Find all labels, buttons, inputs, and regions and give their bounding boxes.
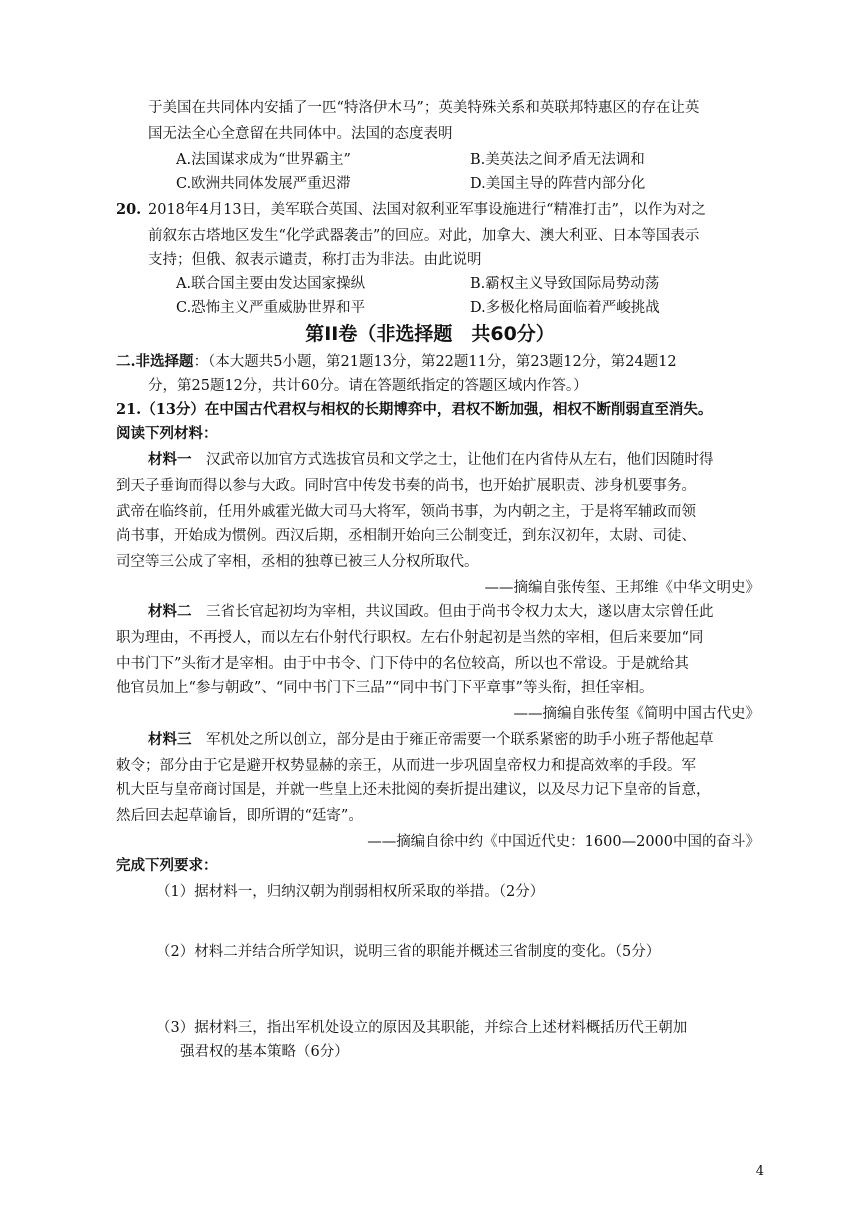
q20-number: 20.	[116, 201, 142, 218]
material-1-line-4: 尚书事，开始成为惯例。西汉后期，丞相制开始向三公制变迁，到东汉初年，太尉、司徒、	[116, 528, 696, 544]
q19-option-a: A.法国谋求成为“世界霸主”	[176, 152, 351, 168]
section-description-line-2: 分，第25题12分，共计60分。请在答题纸指定的答题区域内作答。）	[148, 378, 588, 394]
section-description-line-1	[116, 350, 677, 374]
q19-text-line-2: 国无法全心全意留在共同体中。法国的态度表明	[148, 126, 453, 142]
material-2-source: ——摘编自张传玺《简明中国古代史》	[513, 706, 760, 722]
material-3-line-4: 然后回去起草谕旨，即所谓的“廷寄”。	[116, 808, 363, 824]
material-2-line-4: 他官员加上“参与朝政”、“同中书门下三品”“同中书门下平章事”等头衔，担任宰相。	[116, 680, 654, 696]
material-2-line-3: 中书门下”头衔才是宰相。由于中书令、门下侍中的名位较高，所以也不常设。于是就给其	[116, 656, 689, 672]
material-3-line-1	[148, 728, 714, 752]
task-heading: 完成下列要求：	[116, 857, 218, 874]
material-1-line-5: 司空等三公成了宰相，丞相的独尊已被三人分权所取代。	[116, 554, 479, 570]
material-1-line-2: 到天子垂询而得以参与大政。同时宫中传发书奏的尚书，也开始扩展职责、涉身机要事务。	[116, 478, 696, 494]
q20-text-line-1: 2018年4月13日，美军联合英国、法国对叙利亚军事设施进行“精准打击”，以作为对之	[148, 202, 706, 218]
material-2-label: 材料二	[148, 603, 192, 620]
material-3-label: 材料三	[148, 731, 192, 748]
task-3-line-1: （3）据材料三，指出军机处设立的原因及其职能，并综合上述材料概括历代王朝加	[156, 1020, 688, 1036]
q19-text-line-1: 于美国在共同体内安插了一匹“特洛伊木马”；英美特殊关系和英联邦特惠区的存在让英	[148, 100, 700, 116]
material-3-line-3: 机大臣与皇帝商讨国是，并就一些皇上还未批阅的奏折提出建议，以及尽力记下皇帝的旨意，	[116, 782, 711, 798]
material-3-first-text: 军机处之所以创立，部分是由于雍正帝需要一个联系紧密的助手小班子帮他起草	[191, 732, 714, 748]
material-1-line-1	[148, 448, 714, 472]
q20-option-c: C.恐怖主义严重威胁世界和平	[176, 300, 366, 316]
q21-intro-line-1: 21.（13分）在中国古代君权与相权的长期博弈中，君权不断加强，相权不断削弱直至消失。	[116, 401, 713, 418]
page-number: 4	[755, 1164, 764, 1179]
material-1-source: ——摘编自张传玺、王邦维《中华文明史》	[484, 580, 760, 596]
material-2-line-2: 职为理由，不再授人，而以左右仆射代行职权。左右仆射起初是当然的宰相，但后来要加“同	[116, 630, 704, 646]
q20-text-line-3: 支持；但俄、叙表示谴责，称打击为非法。由此说明	[148, 252, 482, 268]
q21-intro-line-2: 阅读下列材料：	[116, 425, 218, 442]
material-1-label: 材料一	[148, 451, 192, 468]
section-title: 第II卷（非选择题 共60分）	[305, 323, 555, 345]
q20-option-d: D.多极化格局面临着严峻挑战	[470, 300, 660, 316]
q19-option-c: C.欧洲共同体发展严重迟滞	[176, 176, 351, 192]
material-1-line-3: 武帝在临终前，任用外戚霍光做大司马大将军，领尚书事，为内朝之主，于是将军辅政而领	[116, 504, 696, 520]
task-3-line-2: 强君权的基本策略（6分）	[180, 1044, 349, 1060]
q19-option-d: D.美国主导的阵营内部分化	[470, 176, 646, 192]
task-2: （2）材料二并结合所学知识，说明三省的职能并概述三省制度的变化。（5分）	[156, 944, 661, 960]
section-description-text: ：（本大题共5小题，第21题13分，第22题11分，第23题12分，第24题12	[193, 354, 677, 370]
material-3-line-2: 敕令；部分由于它是避开权势显赫的亲王，从而进一步巩固皇帝权力和提高效率的手段。军	[116, 758, 696, 774]
material-1-first-text: 汉武帝以加官方式选拔官员和文学之士，让他们在内省侍从左右，他们因随时得	[191, 452, 714, 468]
task-1: （1）据材料一，归纳汉朝为削弱相权所采取的举措。（2分）	[156, 884, 545, 900]
q19-option-b: B.美英法之间矛盾无法调和	[470, 152, 645, 168]
q20-option-b: B.霸权主义导致国际局势动荡	[470, 276, 660, 292]
material-2-first-text: 三省长官起初均为宰相，共议国政。但由于尚书令权力太大，遂以唐太宗曾任此	[191, 604, 714, 620]
material-3-source: ——摘编自徐中约《中国近代史：1600—2000中国的奋斗》	[367, 834, 760, 850]
material-2-line-1	[148, 600, 714, 624]
section-heading: 二.非选择题	[116, 353, 194, 370]
q20-option-a: A.联合国主要由发达国家操纵	[176, 276, 366, 292]
q20-text-line-2: 前叙东古塔地区发生“化学武器袭击”的回应。对此，加拿大、澳大利亚、日本等国表示	[148, 228, 700, 244]
